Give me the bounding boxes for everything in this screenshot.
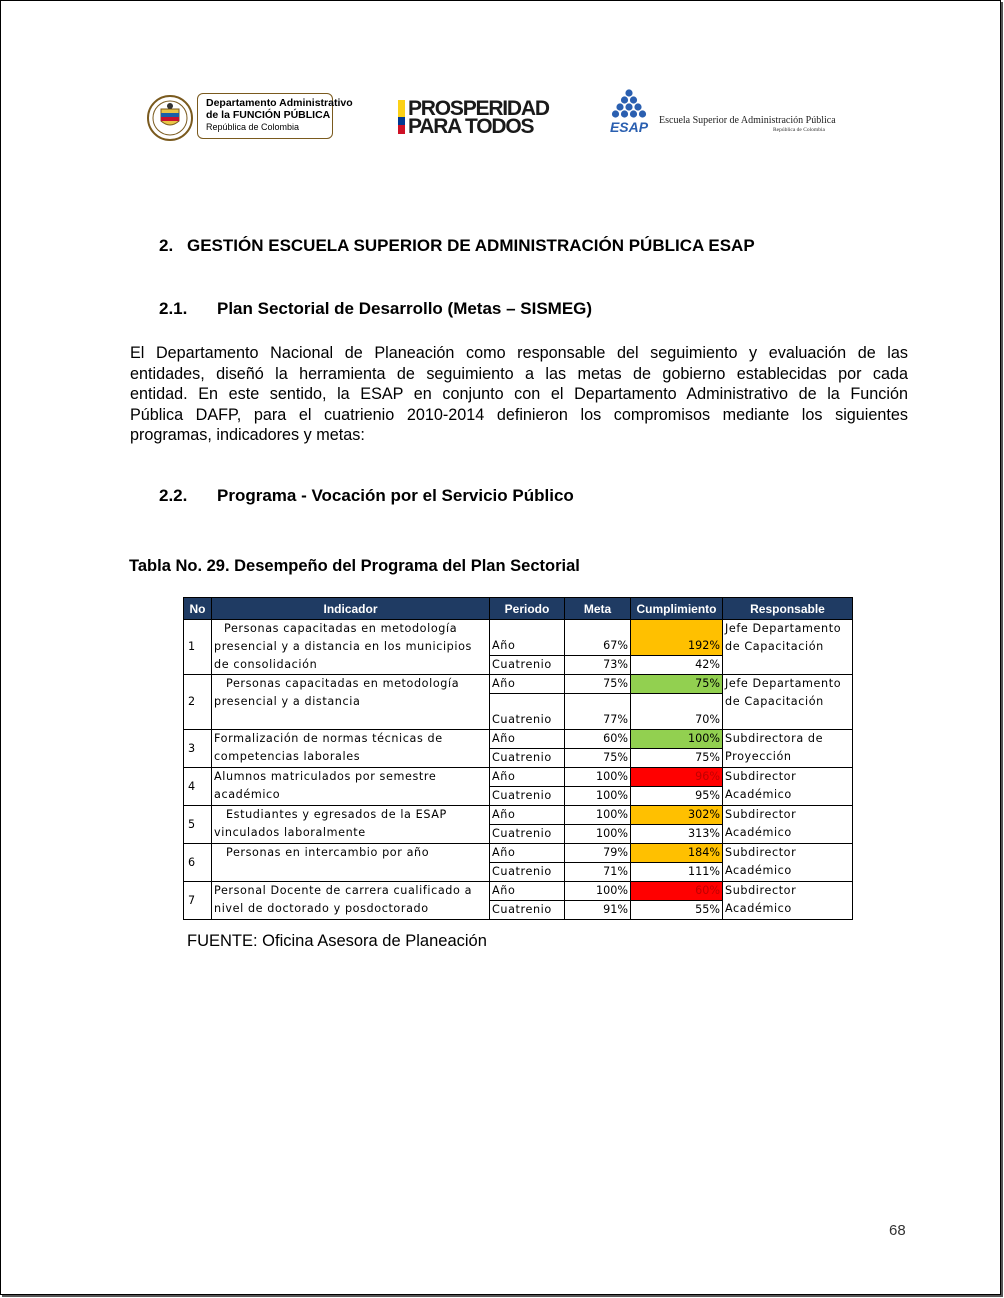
responsable-text: Subdirector Académico: [725, 808, 797, 839]
cell-cumplimiento: 184%: [631, 844, 723, 863]
cell-cumplimiento: 75%: [631, 749, 723, 768]
table-row: [184, 730, 853, 749]
cell-responsable: [723, 806, 853, 844]
esap-subtitle: República de Colombia: [773, 127, 825, 133]
cell-cumplimiento: 100%: [631, 730, 723, 749]
subsection-number: 2.2.: [159, 486, 188, 505]
table-caption: Tabla No. 29. Desempeño del Programa del Plan Sectorial: [129, 557, 580, 575]
cell-meta: 100%: [565, 806, 631, 825]
esap-name: Escuela Superior de Administración Pública: [659, 115, 836, 126]
responsable-text: Jefe Departamento de Capacitación: [725, 677, 842, 708]
cell-indicador: [212, 620, 490, 675]
cell-meta: 100%: [565, 768, 631, 787]
cell-responsable: [723, 844, 853, 882]
cell-meta: 60%: [565, 730, 631, 749]
cell-meta: 75%: [565, 675, 631, 694]
indicador-text: Alumnos matriculados por semestre académico: [214, 770, 437, 801]
cell-meta: 79%: [565, 844, 631, 863]
cell-cumplimiento: 95%: [631, 787, 723, 806]
indicador-text: Personal Docente de carrera cualificado a nivel de doctorado y posdoctorado: [214, 884, 473, 915]
subsection-title: Programa - Vocación por el Servicio Público: [217, 486, 574, 505]
cell-indicador: [212, 768, 490, 806]
subsection-number: 2.1.: [159, 299, 188, 318]
cell-cumplimiento: 111%: [631, 863, 723, 882]
cell-no: 1: [184, 620, 212, 675]
prosperidad-logo: [398, 99, 550, 137]
paragraph-line: entidad. En este sentido, la ESAP en conjunto con el Departamento Administrativo de la Función: [130, 385, 908, 403]
page-number: 68: [889, 1222, 906, 1239]
cell-cumplimiento: 313%: [631, 825, 723, 844]
body-paragraph: [130, 343, 908, 446]
table-row: [184, 675, 853, 694]
responsable-text: Subdirector Académico: [725, 770, 797, 801]
cell-periodo: Año: [490, 620, 565, 656]
section-heading: [159, 236, 755, 256]
cell-no: 3: [184, 730, 212, 768]
cell-periodo: Cuatrenio: [490, 787, 565, 806]
cell-no: 6: [184, 844, 212, 882]
cell-meta: 73%: [565, 656, 631, 675]
header-periodo: Periodo: [490, 598, 565, 620]
responsable-text: Subdirector Académico: [725, 884, 797, 915]
cell-periodo: Año: [490, 844, 565, 863]
table-row: [184, 844, 853, 863]
esap-acronym: ESAP: [609, 119, 649, 135]
cell-meta: 91%: [565, 901, 631, 920]
cell-responsable: [723, 768, 853, 806]
cell-responsable: [723, 675, 853, 730]
cell-indicador: [212, 844, 490, 882]
cell-periodo: Cuatrenio: [490, 656, 565, 675]
table-row: [184, 882, 853, 901]
paragraph-line: programas, indicadores y metas:: [130, 426, 365, 444]
responsable-text: Jefe Departamento de Capacitación: [725, 622, 842, 653]
dafp-logo: [147, 93, 353, 143]
cell-cumplimiento: 70%: [631, 694, 723, 730]
cell-meta: 67%: [565, 620, 631, 656]
cell-indicador: [212, 675, 490, 730]
cell-meta: 100%: [565, 882, 631, 901]
cell-cumplimiento: 192%: [631, 620, 723, 656]
indicador-text: Formalización de normas técnicas de competencias laborales: [214, 732, 443, 763]
header-meta: Meta: [565, 598, 631, 620]
cell-cumplimiento: 55%: [631, 901, 723, 920]
cell-meta: 71%: [565, 863, 631, 882]
subsection-heading-2-2: [159, 486, 574, 506]
cell-cumplimiento: 96%: [631, 768, 723, 787]
indicador-text: Personas capacitadas en metodología presencial y a distancia en los municipios de consolidación: [214, 622, 472, 671]
cell-periodo: Cuatrenio: [490, 901, 565, 920]
cell-responsable: [723, 730, 853, 768]
subsection-heading-2-1: [159, 299, 592, 319]
dafp-line3: República de Colombia: [206, 122, 300, 132]
cell-periodo: Año: [490, 675, 565, 694]
colombia-seal-icon: [147, 95, 193, 141]
header-no: No: [184, 598, 212, 620]
cell-indicador: [212, 882, 490, 920]
responsable-text: Subdirector Académico: [725, 846, 797, 877]
table-row: [184, 806, 853, 825]
responsable-text: Subdirectora de Proyección: [725, 732, 824, 763]
table-source: FUENTE: Oficina Asesora de Planeación: [187, 932, 487, 950]
cell-no: 2: [184, 675, 212, 730]
cell-meta: 77%: [565, 694, 631, 730]
section-title: GESTIÓN ESCUELA SUPERIOR DE ADMINISTRACIÓN PÚBLICA ESAP: [187, 236, 755, 255]
prosperidad-line1: PROSPERIDAD: [408, 97, 549, 120]
indicador-text: Personas en intercambio por año: [226, 846, 430, 859]
cell-no: 7: [184, 882, 212, 920]
cell-no: 4: [184, 768, 212, 806]
cell-meta: 75%: [565, 749, 631, 768]
cell-periodo: Cuatrenio: [490, 863, 565, 882]
header-responsable: Responsable: [723, 598, 853, 620]
dafp-line1: Departamento Administrativo: [206, 97, 353, 109]
paragraph-line: Pública DAFP, para el cuatrienio 2010-2014 definieron los compromisos mediante los siguientes: [130, 405, 908, 424]
cell-responsable: [723, 882, 853, 920]
paragraph-line: El Departamento Nacional de Planeación como responsable del seguimiento y evaluación de las: [130, 344, 908, 362]
cell-periodo: Cuatrenio: [490, 825, 565, 844]
indicador-text: Estudiantes y egresados de la ESAP vinculados laboralmente: [214, 808, 447, 839]
cell-periodo: Año: [490, 882, 565, 901]
table-row: [184, 768, 853, 787]
cell-meta: 100%: [565, 787, 631, 806]
colombia-flag-icon: [398, 100, 405, 134]
cell-meta: 100%: [565, 825, 631, 844]
performance-table: [183, 597, 853, 920]
paragraph-line: entidades, diseñó la herramienta de seguimiento a las metas de gobierno establecidas por cada: [130, 364, 908, 383]
cell-indicador: [212, 806, 490, 844]
dafp-logo-text: [197, 93, 353, 139]
table-row: [184, 620, 853, 656]
header-cumplimiento: Cumplimiento: [631, 598, 723, 620]
dafp-line2: de la FUNCIÓN PÚBLICA: [206, 109, 331, 121]
cell-periodo: Año: [490, 730, 565, 749]
section-number: 2.: [159, 236, 174, 255]
cell-cumplimiento: 302%: [631, 806, 723, 825]
cell-cumplimiento: 42%: [631, 656, 723, 675]
header-indicador: Indicador: [212, 598, 490, 620]
cell-periodo: Año: [490, 806, 565, 825]
cell-no: 5: [184, 806, 212, 844]
cell-cumplimiento: 60%: [631, 882, 723, 901]
cell-periodo: Cuatrenio: [490, 749, 565, 768]
cell-responsable: [723, 620, 853, 675]
subsection-title: Plan Sectorial de Desarrollo (Metas – SISMEG): [217, 299, 593, 318]
indicador-text: Personas capacitadas en metodología presencial y a distancia: [214, 677, 460, 708]
esap-logo: [603, 89, 836, 139]
cell-indicador: [212, 730, 490, 768]
cell-cumplimiento: 75%: [631, 675, 723, 694]
esap-dots-icon: [603, 89, 655, 135]
table-header-row: [184, 598, 853, 620]
prosperidad-line2: PARA TODOS: [408, 115, 534, 138]
cell-periodo: Cuatrenio: [490, 694, 565, 730]
cell-periodo: Año: [490, 768, 565, 787]
